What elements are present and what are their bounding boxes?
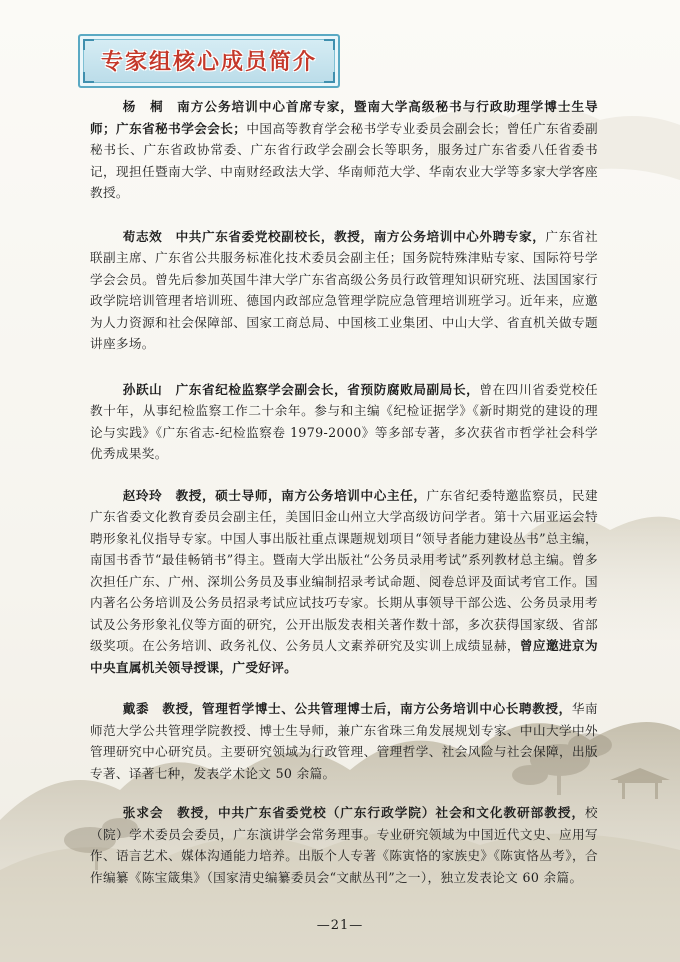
member-name: 赵玲玲 xyxy=(122,487,163,503)
bio-body: 曾在四川省委党校任教十年，从事纪检监察工作二十余年。参与和主编《纪检证据学》《新时期党的建设的理论与实践》《广东省志-纪检监察卷 1979-2000》等多部专著，多次获省市哲学社会科学优秀成果奖。 xyxy=(90,381,598,461)
bio-body: 广东省社联副主席、广东省公共服务标准化技术委员会副主任；国务院特殊津贴专家、国际符号学学会会员。曾先后参加英国牛津大学广东省高级公务员行政管理知识研究班、法国国家行政学院培训管理者培训班、德国内政部应急管理学院应急管理培训班学习。近年来，应邀为人力资源和社会保障部、国家工商总局、中国核工业集团、中山大学、省直机关做专题讲座多场。 xyxy=(90,228,598,351)
bio-paragraph xyxy=(90,226,598,355)
bio-headline: 中共广东省委党校副校长，教授，南方公务培训中心外聘专家， xyxy=(175,228,546,244)
member-name: 荀志效 xyxy=(122,228,163,244)
member-name: 孙跃山 xyxy=(122,381,163,397)
member-name: 戴黍 xyxy=(122,701,150,716)
member-name: 张求会 xyxy=(122,805,164,820)
bio-body: 广东省纪委特邀监察员，民建广东省委文化教育委员会副主任，美国旧金山州立大学高级访问学者。第十六届亚运会特聘形象礼仪指导专家。中国人事出版社重点课题规划项目“领导者能力建设丛书”总主编，南国书香节“最佳畅销书”得主。暨南大学出版社“公务员录用考试”系列教材总主编。曾多次担任广东、广州、深圳公务员及事业编制招录考试命题、阅卷总评及面试考官工作。国内著名公务培训及公务员招录考试应试技巧专家。长期从事领导干部公选、公务员录用考试及公务形象礼仪等方面的研究，公开出版发表相关著作数十部，多次获得国家级、省部级奖项。在公务培训、政务礼仪、公务员人文素养研究及实训上成绩显赫， xyxy=(90,487,598,653)
page-number: —21— xyxy=(316,918,364,933)
bio-body: 中国高等教育学会秘书学专业委员会副会长；曾任广东省委副秘书长、广东省政协常委、广东省行政学会副会长等职务，服务过广东省委八任省委书记，现担任暨南大学、中南财经政法大学、华南师范大学、华南农业大学等多家大学客座教授。 xyxy=(90,120,598,200)
bio-paragraph xyxy=(90,698,598,784)
bio-headline: 教授，硕士导师，南方公务培训中心主任， xyxy=(175,487,427,503)
bio-headline: 教授，管理哲学博士、公共管理博士后，南方公务培训中心长聘教授， xyxy=(162,701,572,716)
member-name: 杨 桐 xyxy=(122,99,164,114)
bio-paragraph xyxy=(90,485,598,679)
bio-headline: 南方公务培训中心首席专家，暨南大学高级秘书与行政助理学博士生导师；广东省秘书学会会长； xyxy=(90,99,598,136)
bio-headline: 广东省纪检监察学会副会长，省预防腐败局副局长， xyxy=(175,381,480,397)
page-title: 专家组核心成员简介 xyxy=(100,50,317,75)
bio-highlight: 曾应邀进京为中央直属机关领导授课，广受好评。 xyxy=(90,638,598,675)
bio-list xyxy=(90,96,598,888)
title-banner xyxy=(78,34,340,88)
bio-paragraph xyxy=(90,802,598,888)
bio-body: 校（院）学术委员会委员，广东演讲学会常务理事。专业研究领域为中国近代文史、应用写作、语言艺术、媒体沟通能力培养。出版个人专著《陈寅恪的家族史》《陈寅恪丛考》，合作编纂《陈宝箴集》（国家清史编纂委员会“文献丛刊”之一），独立发表论文 60 余篇。 xyxy=(90,805,598,885)
bio-body: 华南师范大学公共管理学院教授、博士生导师，兼广东省珠三角发展规划专家、中山大学中外管理研究中心研究员。主要研究领域为行政管理、管理哲学、社会风险与社会保障，出版专著、译著七种，发表学术论文 50 余篇。 xyxy=(90,701,598,781)
bio-paragraph xyxy=(90,96,598,204)
bio-paragraph xyxy=(90,379,598,465)
bio-headline: 教授，中共广东省委党校（广东行政学院）社会和文化教研部教授， xyxy=(177,805,586,820)
